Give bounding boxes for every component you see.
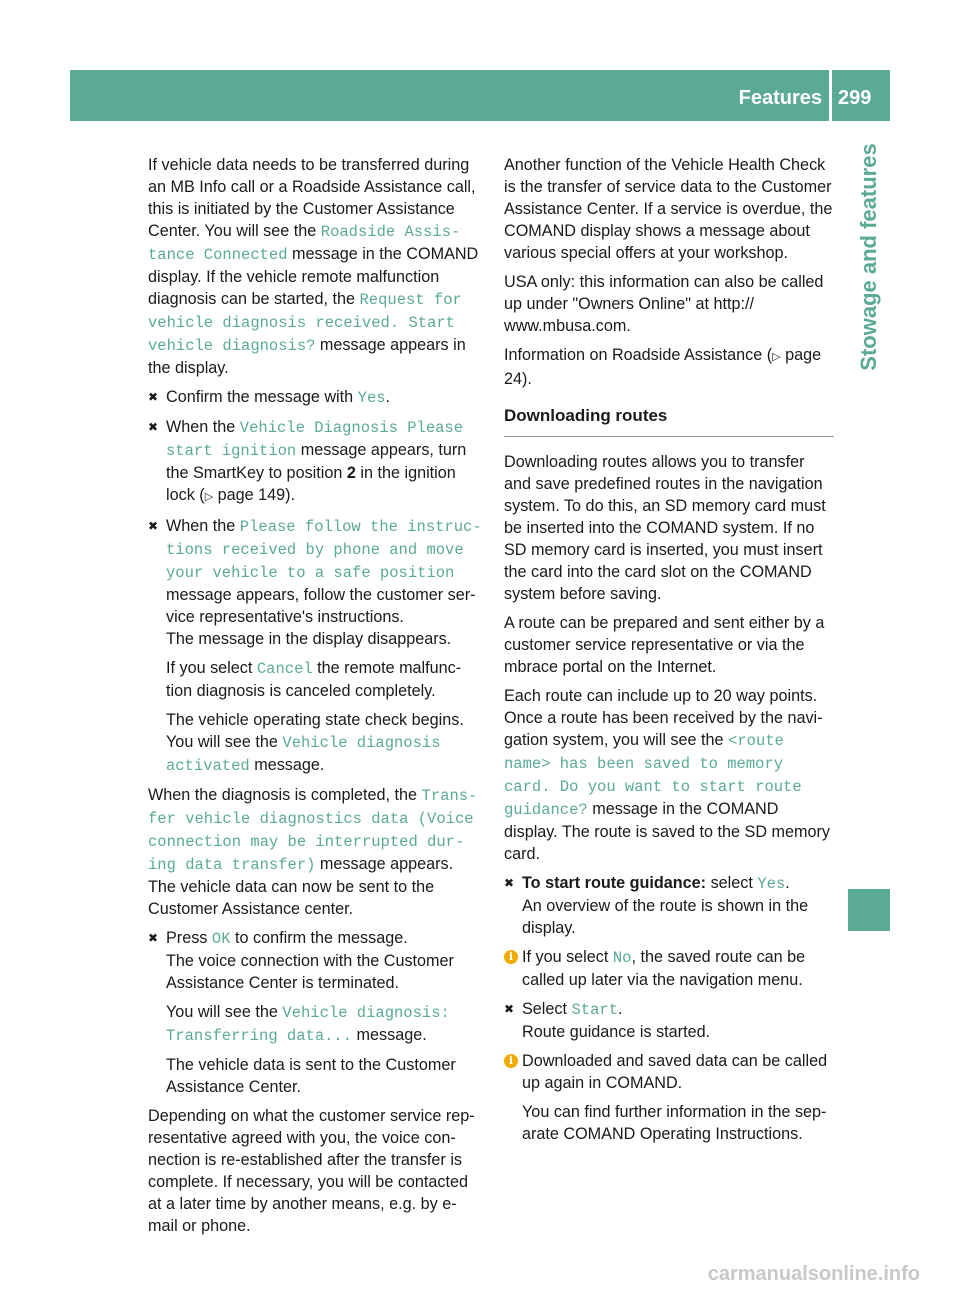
step-detail: The vehicle data is sent to the Customer Assistance Center. bbox=[166, 1056, 456, 1096]
display-message: Vehicle diagnosis: Transferring data... bbox=[166, 1004, 450, 1045]
body-paragraph: Each route can include up to 20 way points. Once a route has been received by the navi- gation system, you will see the <route name> has been saved to memory card. Do you want to start route guidance? message in the COMAND display. The route is saved to the SD memory card. bbox=[504, 687, 830, 863]
display-message: OK bbox=[211, 930, 231, 948]
display-message: Vehicle Diagnosis Please start ignition bbox=[166, 419, 464, 460]
step-arrow-icon: ✖ bbox=[148, 420, 159, 434]
left-column bbox=[148, 154, 482, 1244]
step-arrow-icon: ✖ bbox=[148, 390, 159, 404]
right-column bbox=[504, 154, 834, 1152]
step-detail: You will see the Vehicle diagnosis: Transferring data... message. bbox=[166, 1003, 450, 1045]
info-icon: i bbox=[504, 950, 518, 964]
instruction-step: ✖ To start route guidance: select Yes. An overview of the route is shown in the display. bbox=[504, 874, 809, 937]
info-note: i Downloaded and saved data can be called up again in COMAND. You can find further information in the sep- arate COMAND Operating Instructions. bbox=[504, 1050, 834, 1145]
side-marker bbox=[848, 889, 890, 931]
step-detail: If you select Cancel the remote malfunc- tion diagnosis is canceled completely. bbox=[166, 659, 462, 700]
instruction-step: ✖ When the Please follow the instruc‐ tions received by phone and move your vehicle to a safe position message appears, follow the customer ser- vice representative's instructions. The message in the display disappears. bbox=[148, 517, 482, 648]
display-message: Roadside Assis‐ tance Connected bbox=[148, 223, 461, 264]
section-heading: Downloading routes bbox=[504, 404, 834, 437]
info-note-detail: You can find further information in the sep- arate COMAND Operating Instructions. bbox=[522, 1103, 827, 1143]
display-message: Yes bbox=[757, 875, 786, 893]
display-message: <route name> has been saved to memory card. Do you want to start route guidance? bbox=[504, 732, 802, 819]
header-divider bbox=[829, 70, 832, 121]
info-icon: i bbox=[504, 1054, 518, 1068]
step-arrow-icon: ✖ bbox=[504, 1002, 515, 1016]
body-paragraph: Information on Roadside Assistance (▷ page 24). bbox=[504, 346, 822, 388]
display-message: Cancel bbox=[256, 660, 313, 678]
page-section-title: Features bbox=[738, 87, 822, 109]
display-message: Start bbox=[571, 1001, 619, 1019]
display-message: Trans‐ fer vehicle diagnostics data (Voice connection may be interrupted dur‐ ing data transfer) bbox=[148, 787, 478, 874]
body-paragraph: A route can be prepared and sent either by a customer service representative or via the mbrace portal on the Internet. bbox=[504, 614, 825, 676]
intro-paragraph: If vehicle data needs to be transferred during an MB Info call or a Roadside Assistance call, this is initiated by the Customer Assistance Center. You will see the Roadside Assis‐ tance Connected message in the COMAND display. If the vehicle remote malfunction diagnosis can be started, the Request for vehicle diagnosis received. Start vehicle diagnosis? message appears in the display. bbox=[148, 156, 479, 377]
instruction-step: ✖ Select Start. Route guidance is started. bbox=[504, 1000, 711, 1041]
display-message: Please follow the instruc‐ tions received by phone and move your vehicle to a safe position bbox=[166, 518, 482, 582]
display-message: No bbox=[612, 949, 632, 967]
step-arrow-icon: ✖ bbox=[504, 876, 515, 890]
step-arrow-icon: ✖ bbox=[148, 931, 159, 945]
page-number: 299 bbox=[838, 87, 872, 109]
display-message: Vehicle diagnosis activated bbox=[166, 734, 441, 775]
page-reference-icon: ▷ bbox=[204, 491, 214, 503]
body-paragraph: Downloading routes allows you to transfer and save predefined routes in the navigation system. To do this, an SD memory card must be inserted into the COMAND system. If no SD memory card is inserted, you must insert the card into the card slot on the COMAND system before saving. bbox=[504, 453, 826, 603]
side-tab-label: Stowage and features bbox=[856, 143, 881, 371]
body-paragraph: Depending on what the customer service rep- resentative agreed with you, the voice con- nection is re-established after the transfer is complete. If necessary, you will be contacted at a later time by another means, e.g. by e- mail or phone. bbox=[148, 1107, 475, 1235]
watermark: carmanualsonline.info bbox=[707, 1263, 920, 1285]
instruction-step: ✖ When the Vehicle Diagnosis Please start ignition message appears, turn the SmartKey to position 2 in the ignition lock (▷ page 149). bbox=[148, 418, 467, 504]
step-arrow-icon: ✖ bbox=[148, 519, 159, 533]
step-detail: The vehicle operating state check begins. You will see the Vehicle diagnosis activated message. bbox=[166, 711, 464, 775]
side-tab bbox=[848, 123, 890, 391]
display-message: Request for vehicle diagnosis received. Start vehicle diagnosis? bbox=[148, 291, 462, 355]
body-paragraph: When the diagnosis is completed, the Trans‐ fer vehicle diagnostics data (Voice connection may be interrupted dur‐ ing data transfer) message appears. The vehicle data can now be sent to the Customer Assistance center. bbox=[148, 786, 478, 918]
body-paragraph: USA only: this information can also be called up under "Owners Online" at http:// www.mbusa.com. bbox=[504, 273, 824, 335]
info-note: i If you select No, the saved route can be called up later via the navigation menu. bbox=[504, 946, 834, 991]
page-reference-icon: ▷ bbox=[772, 351, 781, 363]
instruction-step: ✖ Confirm the message with Yes. bbox=[148, 388, 391, 407]
instruction-step: ✖ Press OK to confirm the message. The voice connection with the Customer Assistance Center is terminated. bbox=[148, 929, 454, 992]
body-paragraph: Another function of the Vehicle Health Check is the transfer of service data to the Customer Assistance Center. If a service is overdue, the COMAND display shows a message about various special offers at your workshop. bbox=[504, 156, 833, 262]
display-message: Yes bbox=[357, 389, 386, 407]
